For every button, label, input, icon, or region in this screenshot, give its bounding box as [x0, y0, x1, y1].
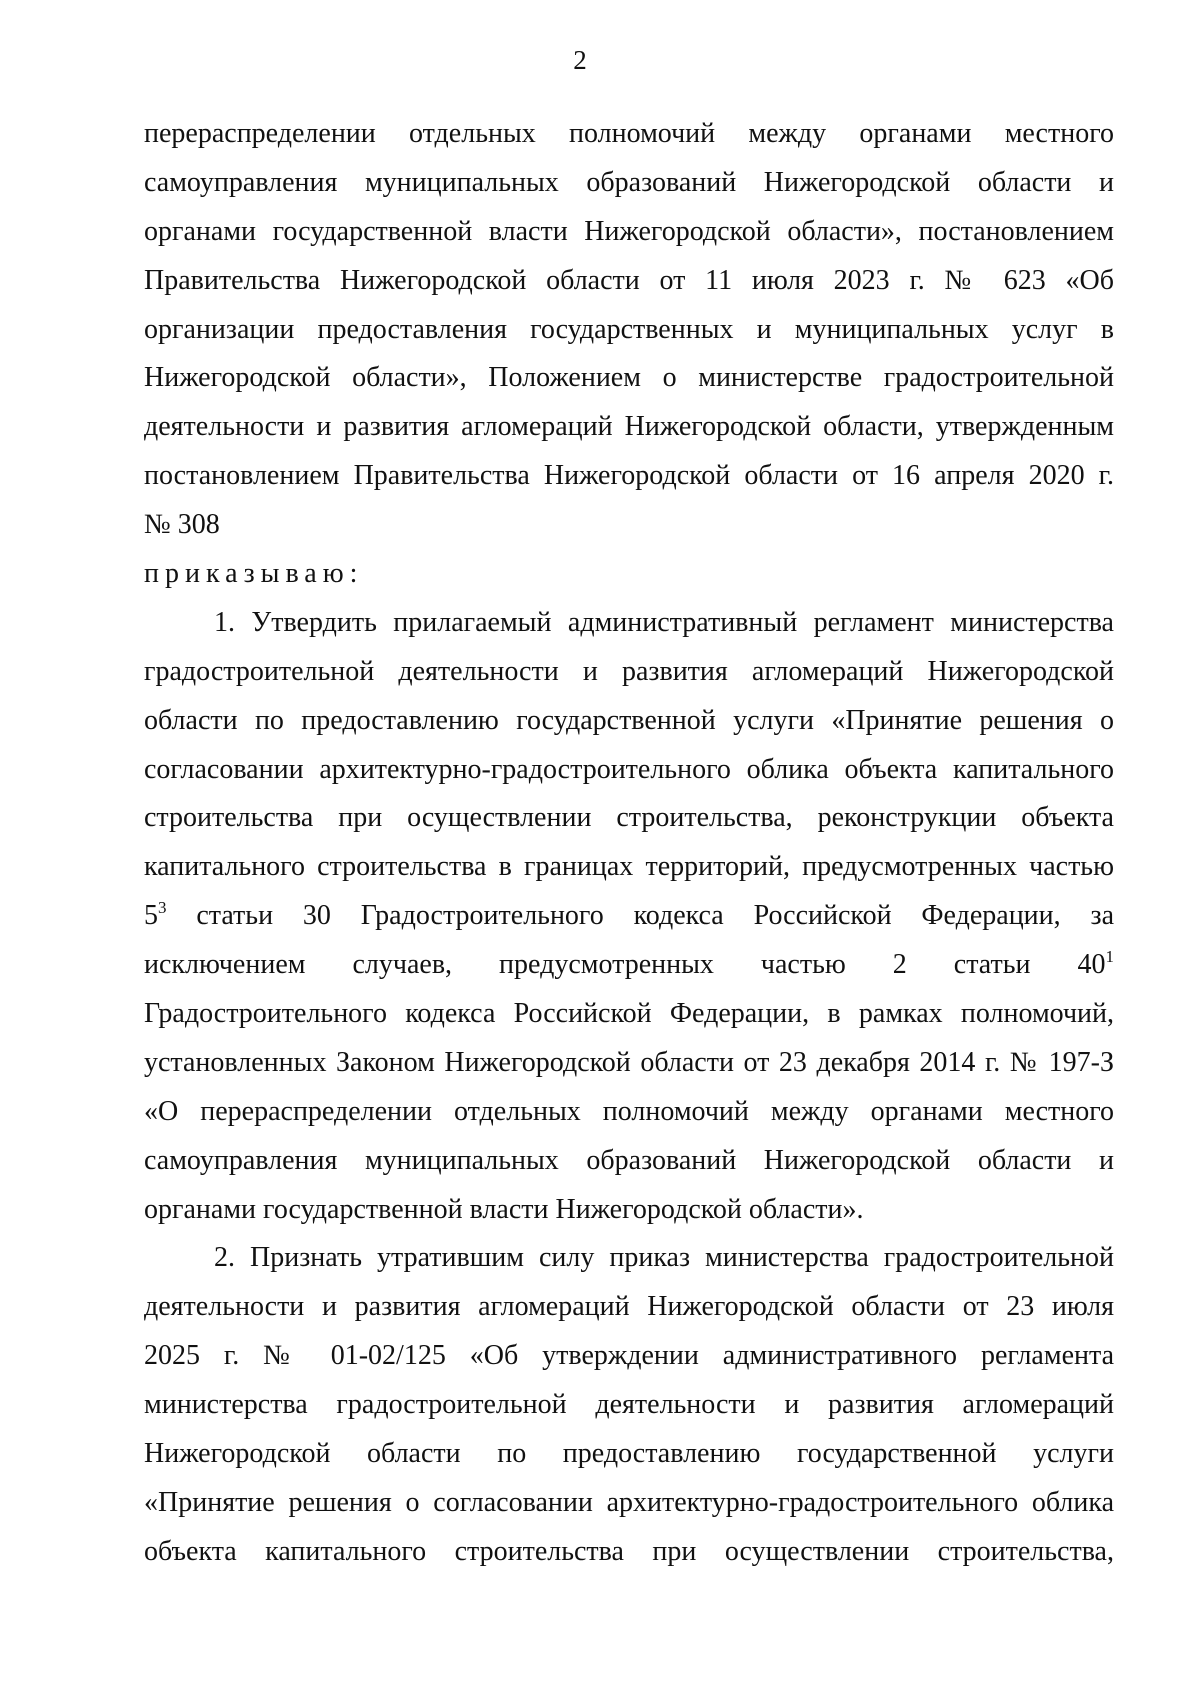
text-line: министерства градостроительной деятельности и развития агломераций — [144, 1389, 1114, 1421]
text-line: самоуправления муниципальных образований Нижегородской области и — [144, 166, 1114, 198]
text-line: 1. Утвердить прилагаемый административный регламент министерства — [214, 606, 1114, 638]
text-line: деятельности и развития агломераций Нижегородской области, утвержденным — [144, 411, 1114, 443]
text-line: самоуправления муниципальных образований Нижегородской области и — [144, 1144, 1114, 1176]
text-segment: исключением случаев, предусмотренных частью 2 статьи 40 — [144, 949, 1106, 981]
text-line: органами государственной власти Нижегородской области», постановлением — [144, 215, 1114, 247]
text-line: органами государственной власти Нижегородской области». — [144, 1193, 864, 1225]
superscript: 1 — [1105, 947, 1114, 967]
text-line: строительства при осуществлении строительства, реконструкции объекта — [144, 802, 1114, 834]
text-line: Градостроительного кодекса Российской Федерации, в рамках полномочий, — [144, 998, 1114, 1030]
text-line: Правительства Нижегородской области от 11 июля 2023 г. № 623 «Об — [144, 264, 1114, 296]
text-line: согласовании архитектурно-градостроительного облика объекта капитального — [144, 753, 1114, 785]
text-line: Нижегородской области», Положением о министерстве градостроительной — [144, 362, 1114, 394]
superscript: 3 — [158, 898, 167, 918]
text-line: 2025 г. № 01-02/125 «Об утверждении административного регламента — [144, 1340, 1114, 1372]
document-body — [144, 110, 1114, 1577]
text-line: градостроительной деятельности и развития агломераций Нижегородской — [144, 655, 1114, 687]
text-line: перераспределении отдельных полномочий между органами местного — [144, 118, 1114, 149]
text-line: Нижегородской области по предоставлению государственной услуги — [144, 1438, 1114, 1470]
text-segment: 5 — [144, 900, 158, 932]
text-line: области по предоставлению государственной услуги «Принятие решения о — [144, 704, 1114, 736]
text-line: объекта капитального строительства при осуществлении строительства, — [144, 1535, 1114, 1567]
page-number: 2 — [573, 45, 587, 75]
text-line: постановлением Правительства Нижегородской области от 16 апреля 2020 г. — [144, 460, 1114, 492]
text-line: капитального строительства в границах территорий, предусмотренных частью — [144, 851, 1114, 883]
text-line: приказываю: — [144, 558, 364, 590]
text-line: «О перераспределении отдельных полномочий между органами местного — [144, 1095, 1114, 1127]
text-line — [144, 941, 1114, 990]
text-line: 2. Признать утратившим силу приказ министерства градостроительной — [214, 1242, 1114, 1274]
text-line: установленных Законом Нижегородской области от 23 декабря 2014 г. № 197-З — [144, 1046, 1114, 1078]
text-line: «Принятие решения о согласовании архитектурно-градостроительного облика — [144, 1486, 1114, 1518]
text-line: № 308 — [144, 509, 220, 541]
text-line: организации предоставления государственных и муниципальных услуг в — [144, 313, 1114, 345]
text-segment: статьи 30 Градостроительного кодекса Российской Федерации, за — [166, 900, 1114, 932]
text-line: деятельности и развития агломераций Нижегородской области от 23 июля — [144, 1291, 1114, 1323]
text-line — [144, 892, 1114, 941]
